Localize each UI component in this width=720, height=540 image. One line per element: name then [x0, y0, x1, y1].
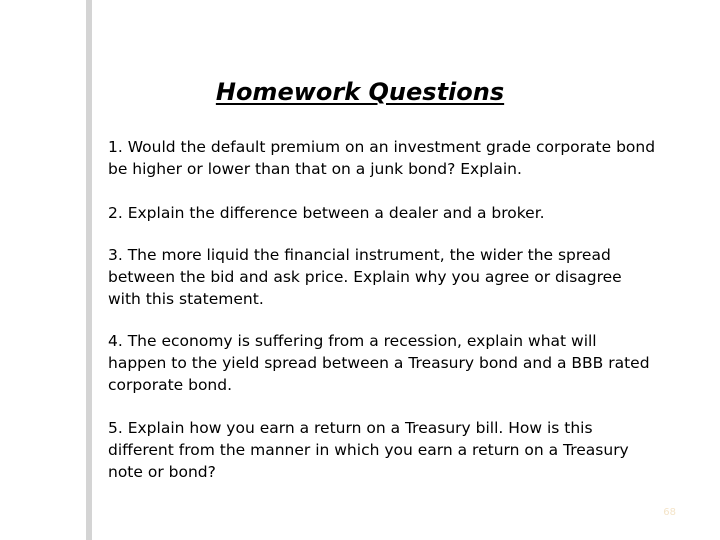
- slide-title: Homework Questions: [215, 78, 505, 106]
- question-1: 1. Would the default premium on an investment grade corporate bond be higher or lower than that on a junk bond? Explain.: [108, 138, 656, 178]
- question-4: 4. The economy is suffering from a recession, explain what will happen to the yield spread between a Treasury bond and a BBB rated corporate bond.: [108, 332, 650, 394]
- question-2: 2. Explain the difference between a dealer and a broker.: [108, 204, 545, 222]
- question-5: 5. Explain how you earn a return on a Treasury bill. How is this different from the manner in which you earn a return on a Treasury note or bond?: [108, 419, 629, 481]
- page-number: 68: [663, 507, 676, 518]
- question-3: 3. The more liquid the financial instrument, the wider the spread between the bid and ask price. Explain why you agree or disagree with this statement.: [108, 246, 622, 308]
